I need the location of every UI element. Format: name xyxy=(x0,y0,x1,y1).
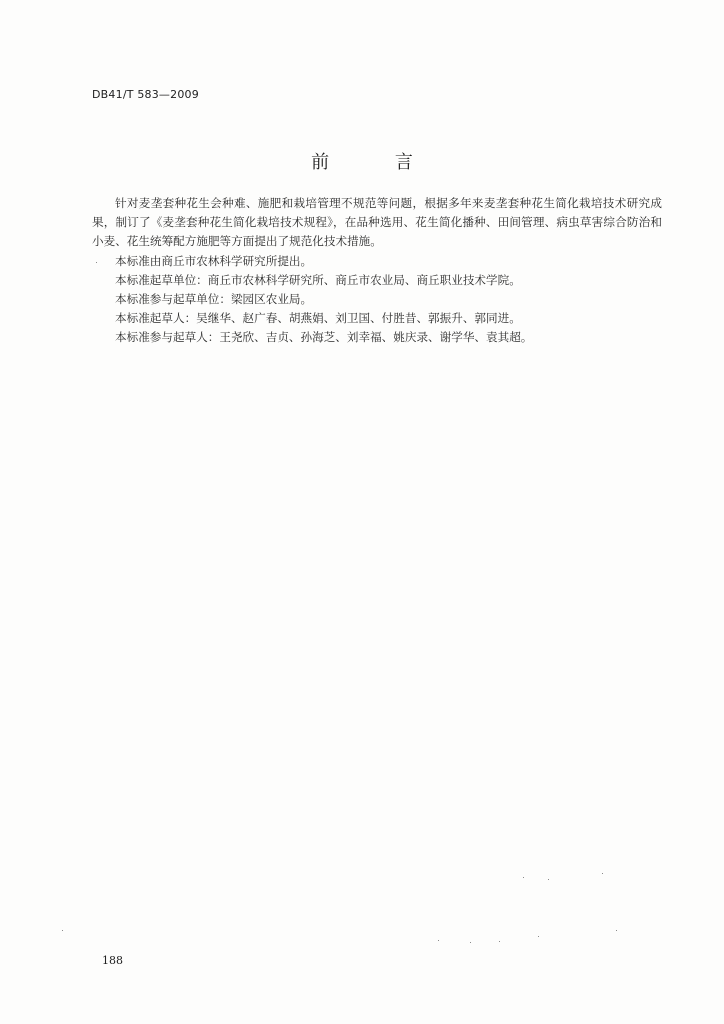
scan-speck xyxy=(523,877,524,878)
participating-unit-line: 本标准参与起草单位：梁园区农业局。 xyxy=(115,292,313,307)
scan-speck xyxy=(470,942,471,943)
scan-speck xyxy=(62,930,63,931)
page-title: 前 言 xyxy=(311,152,443,173)
scan-speck xyxy=(538,936,539,937)
scan-speck xyxy=(499,941,500,942)
intro-paragraph: 针对麦垄套种花生会种难、施肥和栽培管理不规范等问题，根据多年来麦垄套种花生简化栽培技术研究成果，制订了《麦垄套种花生简化栽培技术规程》，在品种选用、花生简化播种、田间管理、病虫草害综合防治和小麦、花生统筹配方施肥等方面提出了规范化技术措施。 xyxy=(92,196,662,249)
scan-speck xyxy=(602,873,603,874)
scan-speck xyxy=(96,262,97,263)
drafters-line: 本标准起草人：吴继华、赵广春、胡燕娟、刘卫国、付胜昔、郭振升、郭同进。 xyxy=(115,311,521,326)
foreword-body xyxy=(92,194,662,348)
drafting-units-line: 本标准起草单位：商丘市农林科学研究所、商丘市农业局、商丘职业技术学院。 xyxy=(115,272,521,287)
scan-speck xyxy=(616,930,617,931)
participating-drafters-line: 本标准参与起草人：王尧欣、吉贞、孙海芝、刘幸福、姚庆录、谢学华、袁其超。 xyxy=(115,330,533,345)
standard-code: DB41/T 583—2009 xyxy=(92,88,199,101)
proposer-line: 本标准由商丘市农林科学研究所提出。 xyxy=(115,253,313,268)
scan-speck xyxy=(548,879,549,880)
scan-speck xyxy=(438,940,439,941)
page-number: 188 xyxy=(102,954,123,967)
